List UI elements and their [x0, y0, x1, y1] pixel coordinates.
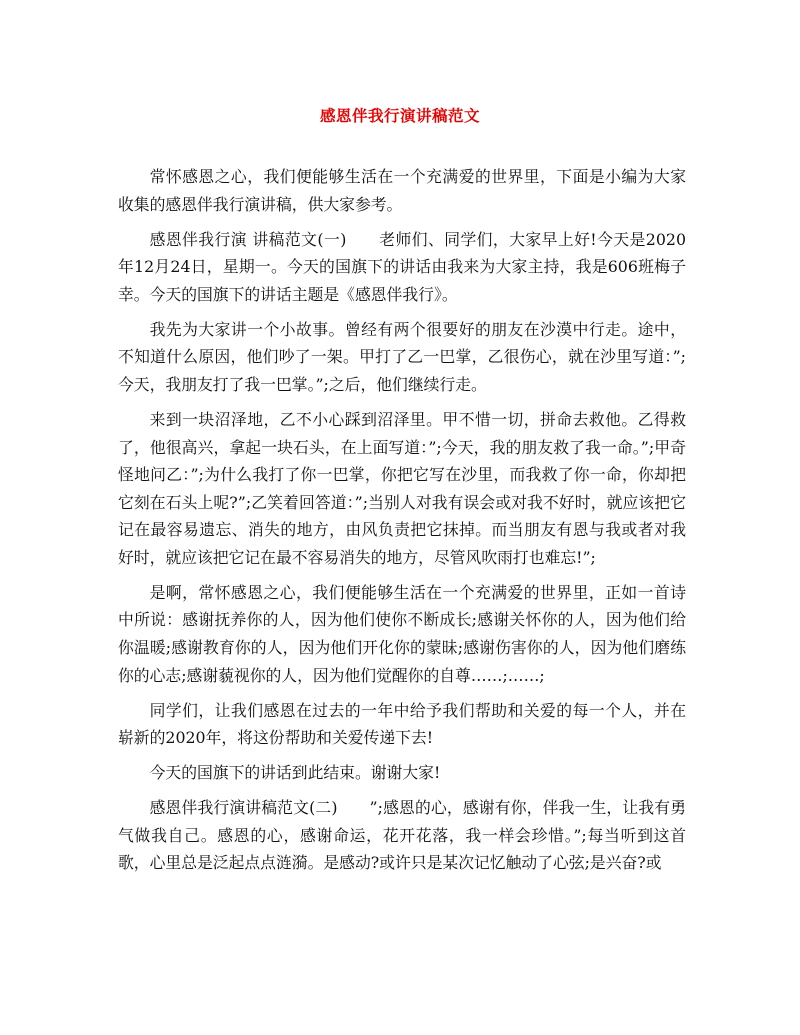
paragraph-speech-two-opening: 感恩伴我行演讲稿范文(二) ”;感恩的心，感谢有你，伴我一生，让我有勇气做我自己。感恩的心，感谢命运，花开花落，我一样会珍惜。”;每当听到这首歌，心里总是泛起点点涟漪。是感动?或许只是某次记忆触动了心弦;是兴奋?或 — [118, 798, 686, 873]
document-body — [118, 163, 686, 884]
document-title: 感恩伴我行演讲稿范文 — [319, 106, 480, 125]
paragraph-swamp: 来到一块沼泽地，乙不小心踩到沼泽里。甲不惜一切，拼命去救他。乙得救了，他很高兴，拿起一块石头，在上面写道：”;今天，我的朋友救了我一命。”;甲奇怪地问乙：”;为什么我打了你一巴掌，你把它写在沙里，而我救了你一命，你却把它刻在石头上呢?”;乙笑着回答道：”;当别人对我有误会或对我不好时，就应该把它记在最容易遗忘、消失的地方，由风负责把它抹掉。而当朋友有恩与我或者对我好时，就应该把它记在最不容易消失的地方，尽管风吹雨打也难忘!”; — [118, 409, 686, 567]
paragraph-poem: 是啊，常怀感恩之心，我们便能够生活在一个充满爱的世界里，正如一首诗中所说：感谢抚养你的人，因为他们使你不断成长;感谢关怀你的人，因为他们给你温暖;感谢教育你的人，因为他们开化你的蒙昧;感谢伤害你的人，因为他们磨练你的心志;感谢藐视你的人，因为他们觉醒你的自尊……;……; — [118, 582, 686, 685]
paragraph-intro: 常怀感恩之心，我们便能够生活在一个充满爱的世界里，下面是小编为大家收集的感恩伴我行演讲稿，供大家参考。 — [118, 167, 686, 214]
paragraph-speech-one-opening: 感恩伴我行演 讲稿范文(一) 老师们、同学们，大家早上好!今天是2020年12月24日，星期一。今天的国旗下的讲话由我来为大家主持，我是606班梅子幸。今天的国旗下的讲话主题是《感恩伴我行》。 — [118, 229, 686, 304]
paragraph-story: 我先为大家讲一个小故事。曾经有两个很要好的朋友在沙漠中行走。途中，不知道什么原因，他们吵了一架。甲打了乙一巴掌，乙很伤心，就在沙里写道：”;今天，我朋友打了我一巴掌。”;之后，他们继续行走。 — [118, 319, 686, 394]
paragraph-classmates: 同学们，让我们感恩在过去的一年中给予我们帮助和关爱的每一个人，并在崭新的2020年，将这份帮助和关爱传递下去! — [118, 700, 686, 748]
paragraph-closing: 今天的国旗下的讲话到此结束。谢谢大家! — [149, 763, 441, 783]
